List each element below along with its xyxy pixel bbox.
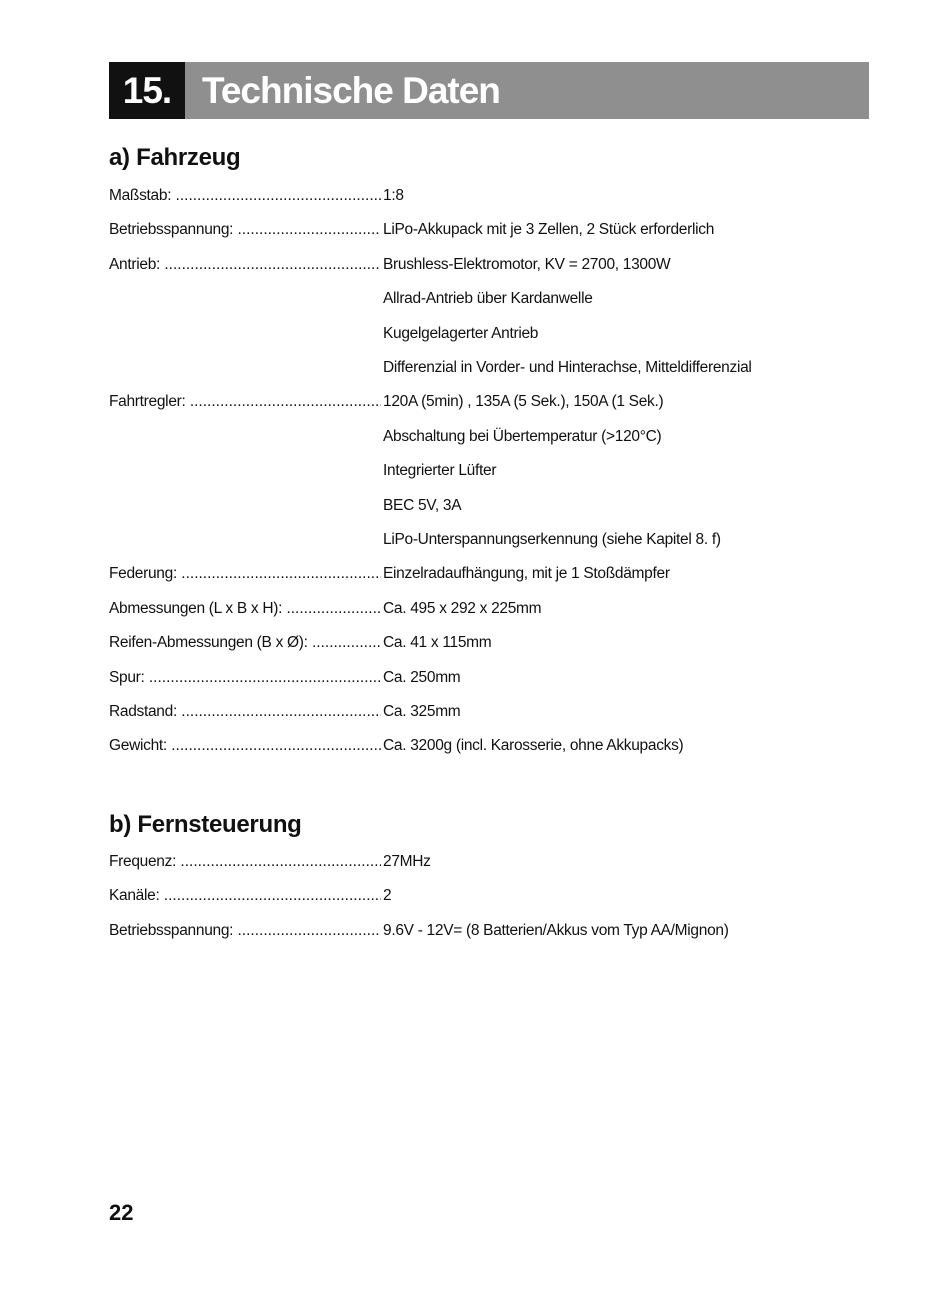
chapter-title: Technische Daten [202,70,500,111]
spec-values [383,254,869,392]
spec-value: 2 [383,887,392,905]
spec-label: Spur: ..... [109,667,381,689]
spec-row [109,663,869,697]
spec-value: 9.6V - 12V= (8 Batterien/Akkus vom Typ AA/Mignon) [383,921,729,939]
chapter-header [109,62,869,119]
chapter-number: 15. [109,62,185,119]
spec-values [383,598,869,632]
page-number: 22 [109,1200,134,1225]
spec-label: Frequenz: ..... [109,851,381,873]
spec-value: 1:8 [383,187,404,204]
spec-values [383,185,869,219]
spec-row [109,594,869,628]
spec-value: 120A (5min) , 135A (5 Sek.), 150A (1 Sek.) [383,393,664,411]
spec-list-fernsteuerung [109,847,869,950]
spec-label: Gewicht: ..... [109,735,381,757]
spec-value: LiPo-Unterspannungserkennung (siehe Kapitel 8. f) [383,530,721,548]
spec-label: Betriebsspannung: ..... [109,219,381,241]
spec-value: Ca. 250mm [383,668,461,686]
spec-value: BEC 5V, 3A [383,496,462,514]
spec-row [109,250,869,388]
spec-row [109,731,869,765]
spec-value: Brushless-Elektromotor, KV = 2700, 1300W [383,255,671,273]
spec-label: Reifen-Abmessungen (B x Ø): ..... [109,632,381,654]
spec-row [109,559,869,593]
spec-label: Radstand: ..... [109,701,381,723]
spec-label: Abmessungen (L x B x H): ..... [109,598,381,620]
spec-value: Ca. 41 x 115mm [383,634,492,652]
spec-value: LiPo-Akkupack mit je 3 Zellen, 2 Stück erforderlich [383,221,715,239]
spec-values [383,920,869,954]
spec-label: Fahrtregler: ..... [109,391,381,413]
spec-row [109,181,869,215]
spec-values [383,563,869,597]
spec-values [383,219,869,253]
spec-value: Abschaltung bei Übertemperatur (>120°C) [383,427,662,445]
spec-value: Ca. 325mm [383,702,461,720]
spec-label: Maßstab: ..... [109,185,381,207]
spec-label: Federung: ..... [109,563,381,585]
section-title-fernsteuerung: b) Fernsteuerung [109,811,302,838]
spec-row [109,697,869,731]
spec-values [383,667,869,701]
spec-value: Kugelgelagerter Antrieb [383,324,539,342]
spec-list-fahrzeug [109,181,869,766]
spec-row [109,628,869,662]
spec-row [109,916,869,950]
spec-label: Antrieb: ..... [109,254,381,276]
spec-row [109,387,869,559]
spec-label: Kanäle: ..... [109,885,381,907]
spec-value: Allrad-Antrieb über Kardanwelle [383,290,593,308]
spec-value: Ca. 495 x 292 x 225mm [383,599,542,617]
spec-value: Differenzial in Vorder- und Hinterachse, Mitteldifferenzial [383,358,752,376]
spec-values [383,885,869,919]
section-title-fahrzeug: a) Fahrzeug [109,144,241,171]
spec-row [109,847,869,881]
spec-value: 27MHz [383,853,431,870]
spec-value: Integrierter Lüfter [383,462,497,480]
spec-label: Betriebsspannung: ..... [109,920,381,942]
spec-value: Ca. 3200g (incl. Karosserie, ohne Akkupacks) [383,737,684,755]
spec-values [383,391,869,563]
spec-row [109,881,869,915]
spec-values [383,851,869,885]
spec-values [383,735,869,769]
spec-values [383,632,869,666]
spec-values [383,701,869,735]
spec-row [109,215,869,249]
spec-value: Einzelradaufhängung, mit je 1 Stoßdämpfer [383,565,670,583]
